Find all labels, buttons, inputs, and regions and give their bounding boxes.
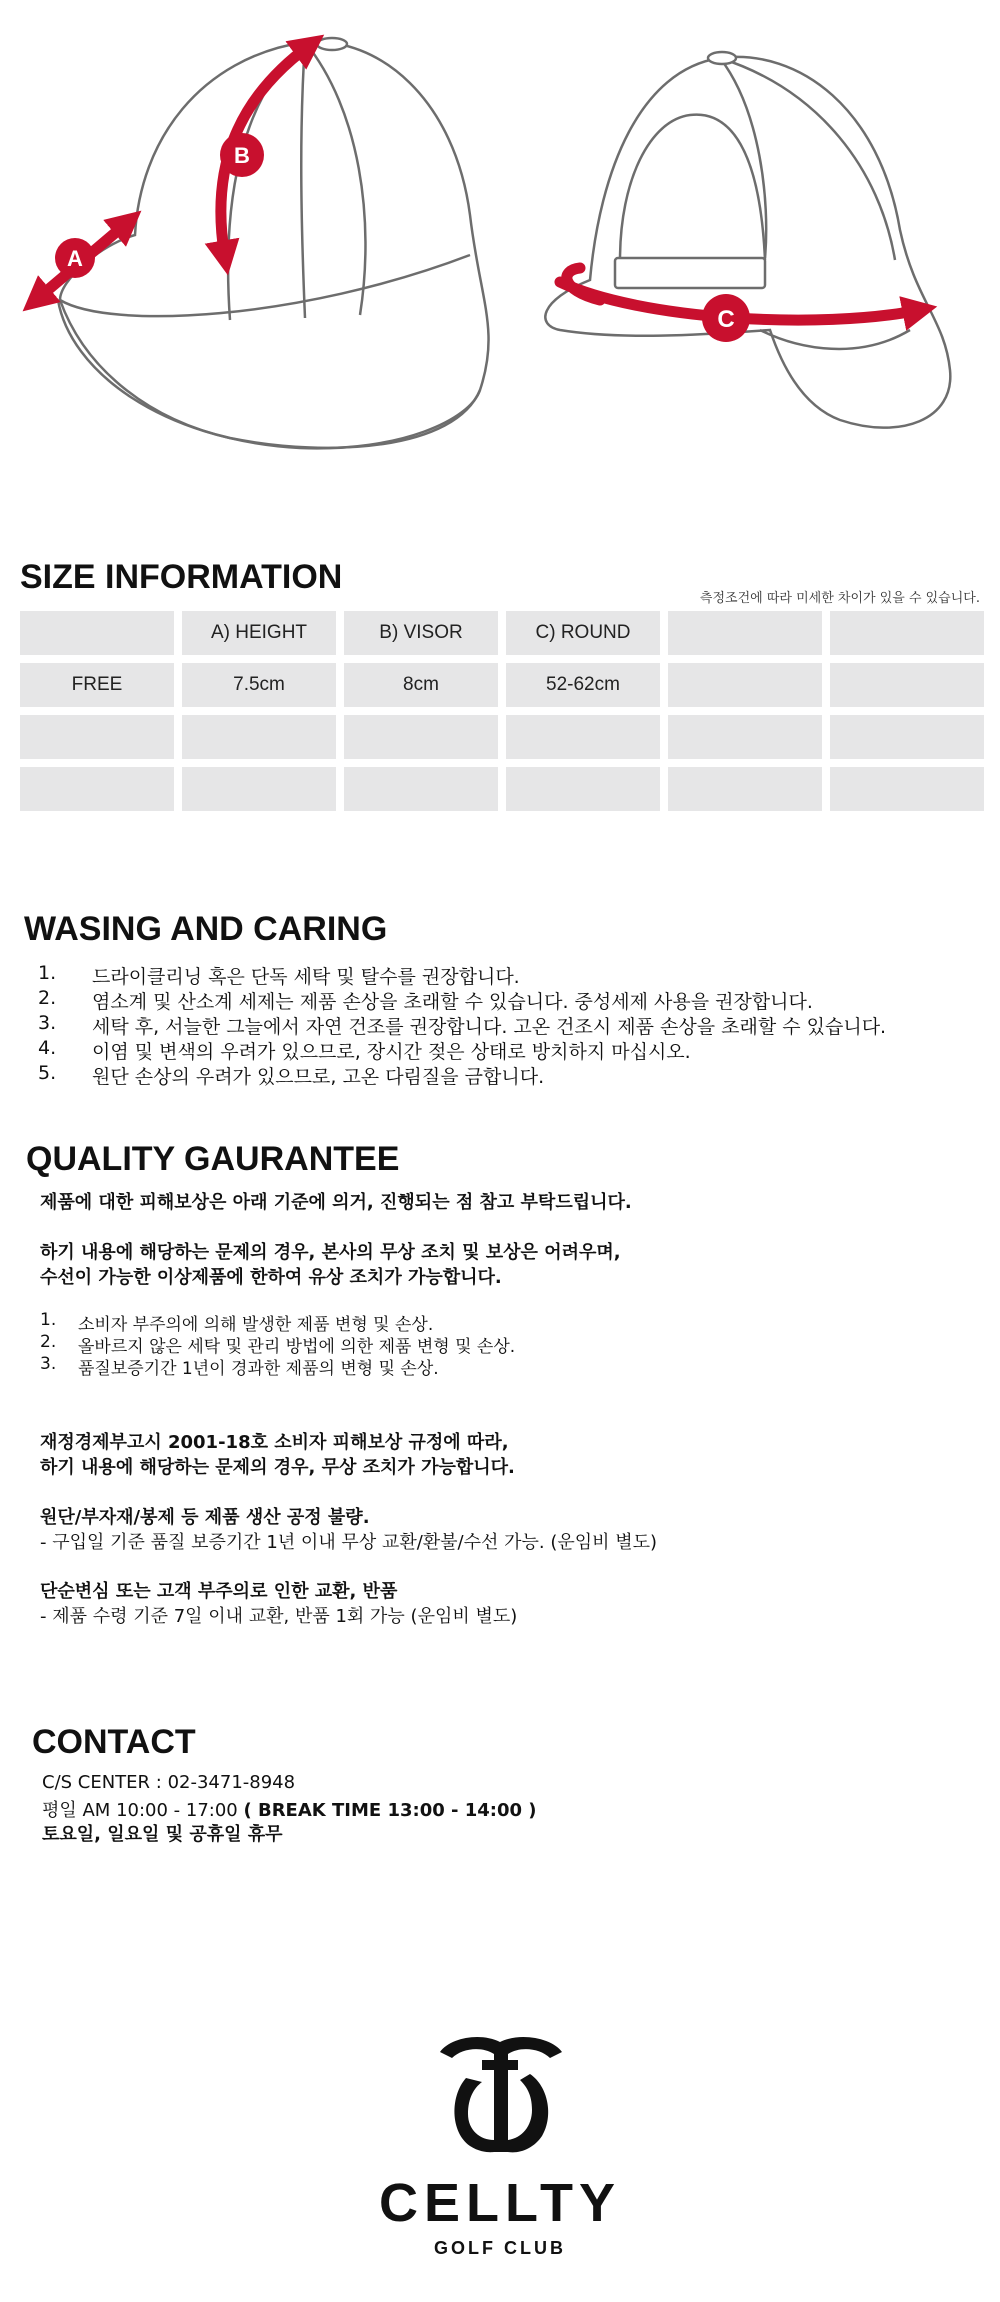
quality-free-line-2: 하기 내용에 해당하는 문제의 경우, 무상 조치가 가능합니다. <box>40 1457 515 1478</box>
quality-title: QUALITY GAURANTEE <box>26 1140 400 1178</box>
size-header-cell: C) ROUND <box>506 611 660 655</box>
list-number: 2. <box>40 1332 57 1352</box>
size-cell: 8cm <box>344 663 498 707</box>
size-note: 측정조건에 따라 미세한 차이가 있을 수 있습니다. <box>699 591 980 606</box>
contact-title: CONTACT <box>32 1723 196 1761</box>
logo-mark-icon <box>370 2030 630 2170</box>
badge-a-label: A <box>67 246 83 271</box>
list-item <box>40 1310 940 1335</box>
hat-measurement-diagram <box>0 0 1000 480</box>
size-cell <box>830 715 984 759</box>
change-title: 단순변심 또는 고객 부주의로 인한 교환, 반품 <box>40 1581 398 1602</box>
list-number: 3. <box>38 1012 57 1034</box>
brand-sub: GOLF CLUB <box>434 2238 566 2258</box>
washing-list <box>38 962 988 1087</box>
brand-logo <box>370 2030 630 2270</box>
list-item <box>38 1012 988 1037</box>
size-cell <box>182 767 336 811</box>
list-item <box>38 962 988 987</box>
list-item <box>38 987 988 1012</box>
cs-center: C/S CENTER : 02-3471-8948 <box>42 1772 296 1793</box>
list-text: 염소계 및 산소계 세제는 제품 손상을 초래할 수 있습니다. 중성세제 사용을 권장합니다. <box>92 991 813 1013</box>
size-cell <box>830 767 984 811</box>
list-text: 드라이클리닝 혹은 단독 세탁 및 탈수를 권장합니다. <box>92 966 520 988</box>
size-cell <box>182 715 336 759</box>
size-cell: 7.5cm <box>182 663 336 707</box>
change-text: - 제품 수령 기준 7일 이내 교환, 반품 1회 가능 (운임비 별도) <box>40 1606 518 1627</box>
size-header-cell: A) HEIGHT <box>182 611 336 655</box>
brand-name: CELLTY <box>379 2173 621 2233</box>
list-item <box>40 1354 940 1379</box>
list-number: 4. <box>38 1037 57 1059</box>
business-hours <box>42 1796 537 1822</box>
defect-title: 원단/부자재/봉제 등 제품 생산 공정 불량. <box>40 1507 370 1528</box>
list-item <box>38 1037 988 1062</box>
size-cell <box>506 715 660 759</box>
hat-back-view <box>545 52 950 428</box>
quality-paid-line-2: 수선이 가능한 이상제품에 한하여 유상 조치가 가능합니다. <box>40 1267 502 1288</box>
list-text: 세탁 후, 서늘한 그늘에서 자연 건조를 권장합니다. 고온 건조시 제품 손상을 초래할 수 있습니다. <box>92 1016 887 1038</box>
washing-title: WASING AND CARING <box>24 910 388 948</box>
size-cell <box>668 715 822 759</box>
list-text: 이염 및 변색의 우려가 있으므로, 장시간 젖은 상태로 방치하지 마십시오. <box>92 1041 691 1063</box>
badge-c-label: C <box>717 306 735 333</box>
list-number: 2. <box>38 987 57 1009</box>
list-item <box>40 1332 940 1357</box>
hours-text: 평일 AM 10:00 - 17:00 <box>42 1800 244 1821</box>
list-number: 1. <box>40 1310 57 1330</box>
size-cell: FREE <box>20 663 174 707</box>
size-header-cell <box>830 611 984 655</box>
hat-side-view <box>58 38 489 448</box>
list-text: 소비자 부주의에 의해 발생한 제품 변형 및 손상. <box>78 1315 434 1335</box>
size-cell <box>668 663 822 707</box>
size-header-cell <box>668 611 822 655</box>
size-cell <box>506 767 660 811</box>
list-number: 1. <box>38 962 57 984</box>
quality-list <box>40 1310 940 1379</box>
list-number: 5. <box>38 1062 57 1084</box>
quality-free-line-1: 재정경제부고시 2001-18호 소비자 피해보상 규정에 따라, <box>40 1432 509 1453</box>
quality-paid-line-1: 하기 내용에 해당하는 문제의 경우, 본사의 무상 조치 및 보상은 어려우며, <box>40 1242 621 1263</box>
size-cell <box>20 715 174 759</box>
closed-days: 토요일, 일요일 및 공휴일 휴무 <box>42 1824 283 1845</box>
badge-b-label: B <box>234 143 250 168</box>
size-cell <box>830 663 984 707</box>
list-text: 올바르지 않은 세탁 및 관리 방법에 의한 제품 변형 및 손상. <box>78 1337 516 1357</box>
size-cell: 52-62cm <box>506 663 660 707</box>
size-header-cell <box>20 611 174 655</box>
size-info-title: SIZE INFORMATION <box>20 558 343 596</box>
size-cell <box>344 767 498 811</box>
size-cell <box>668 767 822 811</box>
list-item <box>38 1062 988 1087</box>
quality-intro: 제품에 대한 피해보상은 아래 기준에 의거, 진행되는 점 참고 부탁드립니다. <box>40 1192 632 1213</box>
list-number: 3. <box>40 1354 57 1374</box>
size-header-cell: B) VISOR <box>344 611 498 655</box>
size-cell <box>20 767 174 811</box>
size-cell <box>344 715 498 759</box>
defect-text: - 구입일 기준 품질 보증기간 1년 이내 무상 교환/환불/수선 가능. (운임비 별도) <box>40 1532 658 1553</box>
list-text: 품질보증기간 1년이 경과한 제품의 변형 및 손상. <box>78 1359 439 1379</box>
list-text: 원단 손상의 우려가 있으므로, 고온 다림질을 금합니다. <box>92 1066 545 1088</box>
break-time: ( BREAK TIME 13:00 - 14:00 ) <box>243 1800 537 1821</box>
